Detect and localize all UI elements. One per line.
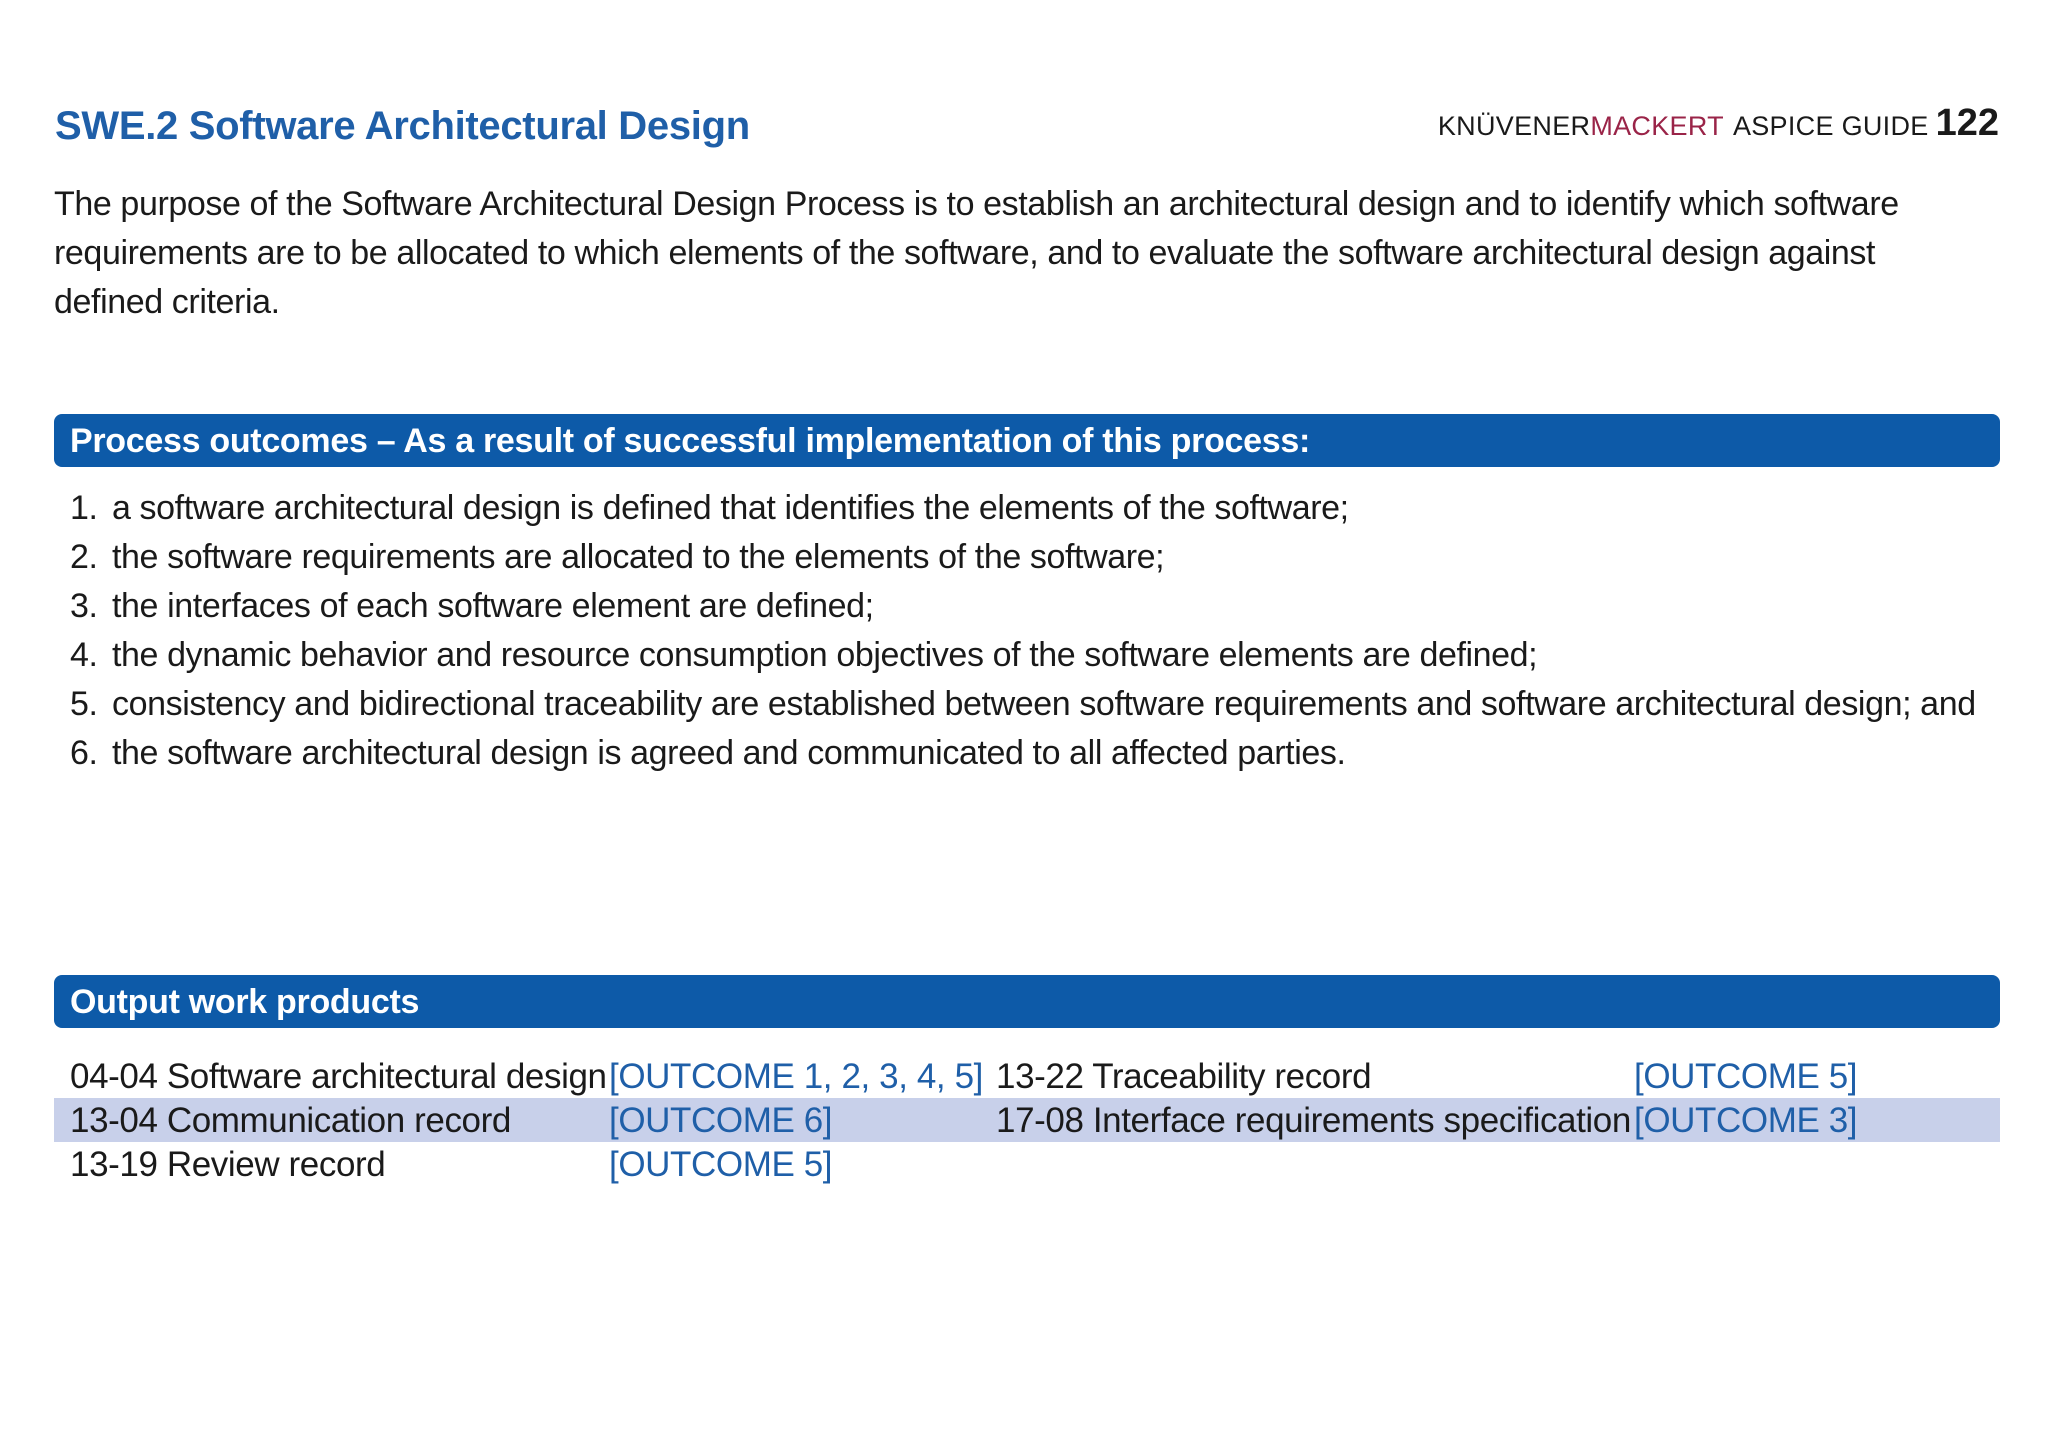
outcome-item	[70, 582, 1976, 631]
outcome-text: a software architectural design is defined that identifies the elements of the software;	[112, 489, 1349, 527]
output-work-products-heading-text: Output work products	[70, 983, 420, 1021]
process-outcomes-heading-rest: – As a result of successful implementation of this process:	[367, 422, 1310, 460]
outcomes-list	[70, 484, 1976, 778]
outcome-number: 6.	[70, 734, 98, 772]
outcome-item	[70, 631, 1976, 680]
outcome-reference: [OUTCOME 5]	[609, 1145, 833, 1184]
process-outcomes-heading	[54, 414, 2000, 467]
page-title: SWE.2 Software Architectural Design	[55, 104, 750, 148]
outcome-number: 3.	[70, 587, 98, 625]
outcome-item	[70, 680, 1976, 729]
outcome-text: the interfaces of each software element are defined;	[112, 587, 874, 625]
brand-name-mackert: MACKERT	[1590, 111, 1724, 141]
outcome-reference: [OUTCOME 1, 2, 3, 4, 5]	[609, 1057, 983, 1096]
work-product-name: 13-22 Traceability record	[996, 1057, 1372, 1096]
work-product-name: 17-08 Interface requirements specification	[996, 1101, 1631, 1140]
outcome-reference: [OUTCOME 6]	[609, 1101, 833, 1140]
outcome-text: consistency and bidirectional traceability are established between software requirements and software architectural design; and	[112, 685, 1976, 723]
purpose-paragraph: The purpose of the Software Architectural Design Process is to establish an architectural design and to identify which software requirements are to be allocated to which elements of the software, and to evaluate the software architectural design against defined criteria.	[54, 185, 1899, 321]
outcome-reference: [OUTCOME 3]	[1634, 1101, 1858, 1140]
outcome-number: 5.	[70, 685, 98, 723]
work-product-name: 13-04 Communication record	[70, 1101, 511, 1140]
process-outcomes-heading-bold: Process outcomes	[70, 422, 368, 460]
outcome-text: the dynamic behavior and resource consumption objectives of the software elements are defined;	[112, 636, 1538, 674]
table-row	[54, 1054, 2000, 1098]
page-number: 122	[1935, 102, 1999, 144]
outcome-item	[70, 484, 1976, 533]
outcome-reference: [OUTCOME 5]	[1634, 1057, 1858, 1096]
table-row	[54, 1098, 2000, 1142]
output-work-products-heading	[54, 975, 2000, 1028]
work-product-name: 13-19 Review record	[70, 1145, 386, 1184]
outcome-number: 4.	[70, 636, 98, 674]
work-product-name: 04-04 Software architectural design	[70, 1057, 607, 1096]
brand-guide-label: ASPICE GUIDE	[1732, 111, 1929, 141]
outcome-item	[70, 729, 1976, 778]
brand-header	[1438, 102, 1999, 145]
work-products-table	[54, 1054, 2000, 1186]
outcome-number: 1.	[70, 489, 98, 527]
outcome-text: the software requirements are allocated to the elements of the software;	[112, 538, 1165, 576]
outcome-item	[70, 533, 1976, 582]
table-row	[54, 1142, 2000, 1186]
outcome-number: 2.	[70, 538, 98, 576]
brand-name-knuevener: KNÜVENER	[1437, 111, 1591, 141]
outcome-text: the software architectural design is agreed and communicated to all affected parties.	[112, 734, 1346, 772]
